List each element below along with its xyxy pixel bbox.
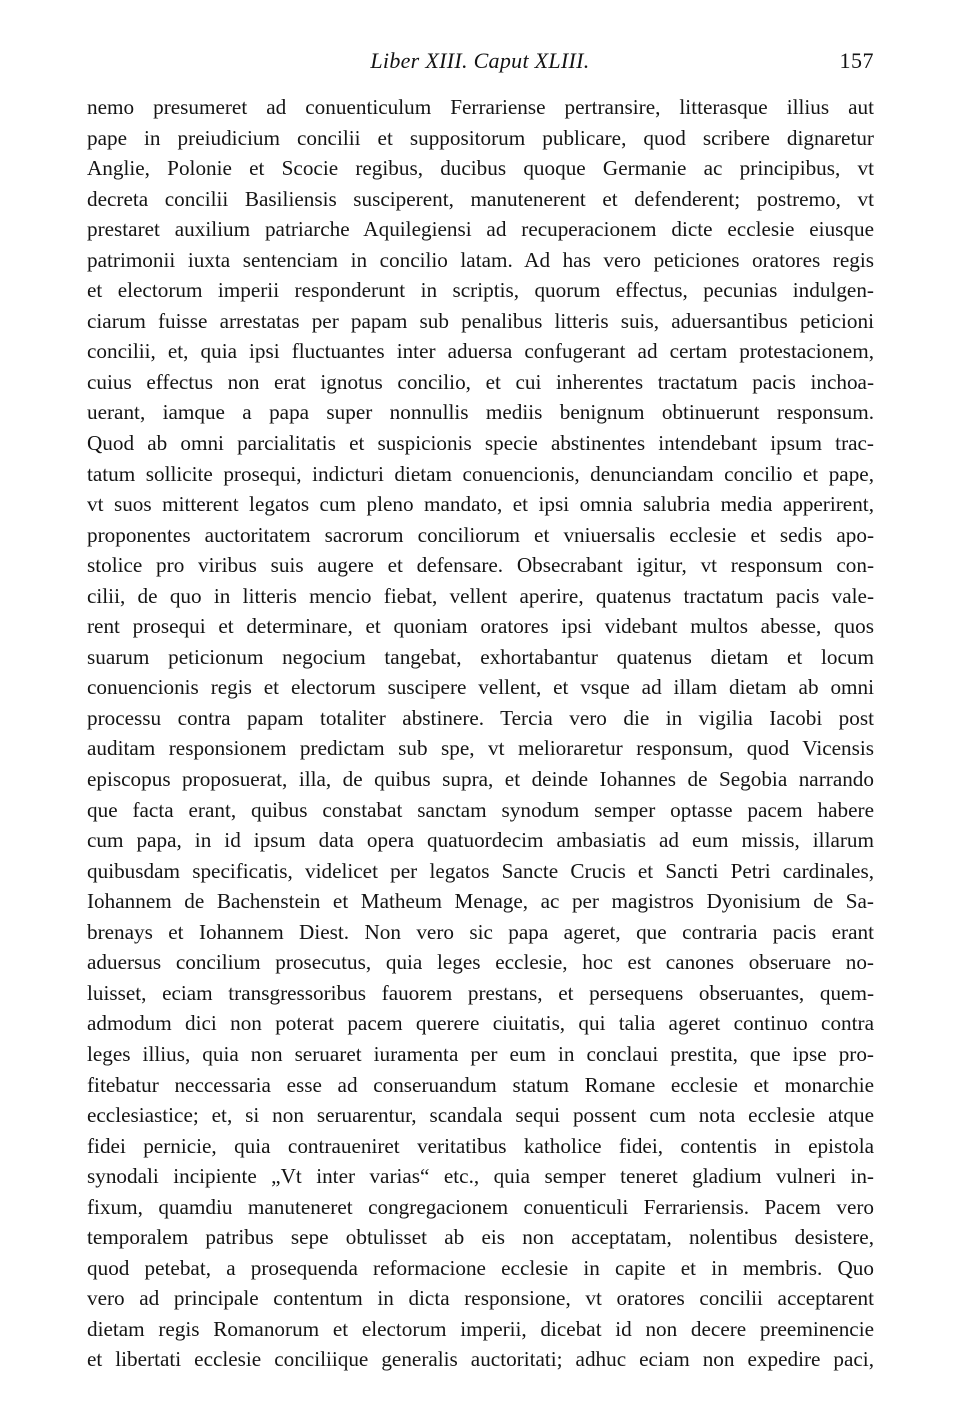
text-line: admodum dici non poterat pacem querere ciuitatis, qui talia ageret continuo contra [87, 1011, 874, 1036]
text-line: proponentes auctoritatem sacrorum conciliorum et vniuersalis ecclesie et sedis apo- [87, 522, 874, 547]
text-line: fixum, quamdiu manuteneret congregacionem conuenticuli Ferrariensis. Pacem vero [87, 1194, 874, 1219]
text-line: et libertati ecclesie conciliique generalis auctoritati; adhuc eciam non expedire paci, [87, 1347, 874, 1372]
text-line: pape in preiudicium concilii et suppositorum publicare, quod scribere dignaretur [87, 125, 874, 150]
text-line: brenays et Iohannem Diest. Non vero sic papa ageret, que contraria pacis erant [87, 919, 874, 944]
text-line: suarum peticionum negocium tangebat, exhortabantur quatenus dietam et locum [87, 644, 874, 669]
text-line: Quod ab omni parcialitatis et suspicionis specie abstinentes intendebant ipsum trac- [87, 431, 874, 456]
body-text [87, 92, 874, 1375]
text-line: nemo presumeret ad conuenticulum Ferrariense pertransire, litterasque illius aut [87, 95, 874, 119]
text-line: vero ad principale contentum in dicta responsione, vt oratores concilii acceptarent [87, 1286, 874, 1311]
text-line: ciarum fuisse arrestatas per papam sub penalibus litteris suis, aduersantibus peticioni [87, 308, 874, 333]
text-line: uerant, iamque a papa super nonnullis mediis benignum obtinuerunt responsum. [87, 400, 874, 425]
page-number: 157 [839, 48, 874, 73]
text-line: Anglie, Polonie et Scocie regibus, ducibus quoque Germanie ac principibus, vt [87, 156, 874, 181]
running-head [0, 44, 960, 78]
text-line: leges illius, quia non seruaret iuramenta per eum in conclaui prestita, que ipse pro- [87, 1041, 874, 1066]
text-line: decreta concilii Basiliensis susciperent, manutenerent et defenderent; postremo, vt [87, 186, 874, 211]
text-line: temporalem patribus sepe obtulisset ab eis non acceptatam, nolentibus desistere, [87, 1225, 874, 1250]
text-line: tatum sollicite prosequi, indicturi dietam conuencionis, denunciandam concilio et pape, [87, 461, 874, 486]
text-line: quibusdam specificatis, videlicet per legatos Sancte Crucis et Sancti Petri cardinales, [87, 858, 874, 883]
text-line: que facta erant, quibus constabat sanctam synodum semper optasse pacem habere [87, 797, 874, 822]
text-line: quod petebat, a prosequenda reformacione ecclesie in capite et in membris. Quo [87, 1255, 874, 1280]
text-line: fidei pernicie, quia contraueniret veritatibus katholice fidei, contentis in epistola [87, 1133, 874, 1158]
text-line: prestaret auxilium patriarche Aquilegiensi ad recuperacionem dicte ecclesie eiusque [87, 217, 874, 242]
text-line: ecclesiastice; et, si non seruarentur, scandala sequi possent cum nota ecclesie atque [87, 1103, 874, 1128]
text-line: processu contra papam totaliter abstinere. Tercia vero die in vigilia Iacobi post [87, 705, 874, 730]
text-line: vt suos mitterent legatos cum pleno mandato, et ipsi omnia salubria media apperirent, [87, 492, 874, 517]
text-line: conuencionis regis et electorum suscipere vellent, et vsque ad illam dietam ab omni [87, 675, 874, 700]
text-line: cum papa, in id ipsum data opera quatuordecim ambasiatis ad eum missis, illarum [87, 828, 874, 853]
text-line: Iohannem de Bachenstein et Matheum Menage, ac per magistros Dyonisium de Sa- [87, 889, 874, 914]
text-line: rent prosequi et determinare, et quoniam oratores ipsi videbant multos abesse, quos [87, 614, 874, 639]
text-line: aduersus concilium prosecutus, quia leges ecclesie, hoc est canones obseruare no- [87, 950, 874, 975]
text-line: synodali incipiente „Vt inter varias“ etc., quia semper teneret gladium vulneri in- [87, 1164, 874, 1189]
text-line: luisset, eciam transgressoribus fauorem prestans, et persequens obseruantes, quem- [87, 980, 874, 1005]
text-line: cilii, de quo in litteris mencio fiebat, vellent aperire, quatenus tractatum pacis vale- [87, 583, 874, 608]
text-line: cuius effectus non erat ignotus concilio, et cui inherentes tractatum pacis inchoa- [87, 369, 874, 394]
running-title: Liber XIII. Caput XLIII. [370, 48, 590, 73]
text-line: episcopus proposuerat, illa, de quibus supra, et deinde Iohannes de Segobia narrando [87, 767, 874, 792]
text-line: patrimonii iuxta sentenciam in concilio latam. Ad has vero peticiones oratores regis [87, 247, 874, 272]
text-line: auditam responsionem predictam sub spe, vt melioraretur responsum, quod Vicensis [87, 736, 874, 761]
text-line: fitebatur neccessaria esse ad conseruandum statum Romane ecclesie et monarchie [87, 1072, 874, 1097]
text-line: concilii, et, quia ipsi fluctuantes inter aduersa confugerant ad certam protestacionem, [87, 339, 874, 364]
text-line: dietam regis Romanorum et electorum imperii, dicebat id non decere preeminencie [87, 1316, 874, 1341]
text-line: stolice pro viribus suis augere et defensare. Obsecrabant igitur, vt responsum con- [87, 553, 874, 578]
text-line: et electorum imperii responderunt in scriptis, quorum effectus, pecunias indulgen- [87, 278, 874, 303]
